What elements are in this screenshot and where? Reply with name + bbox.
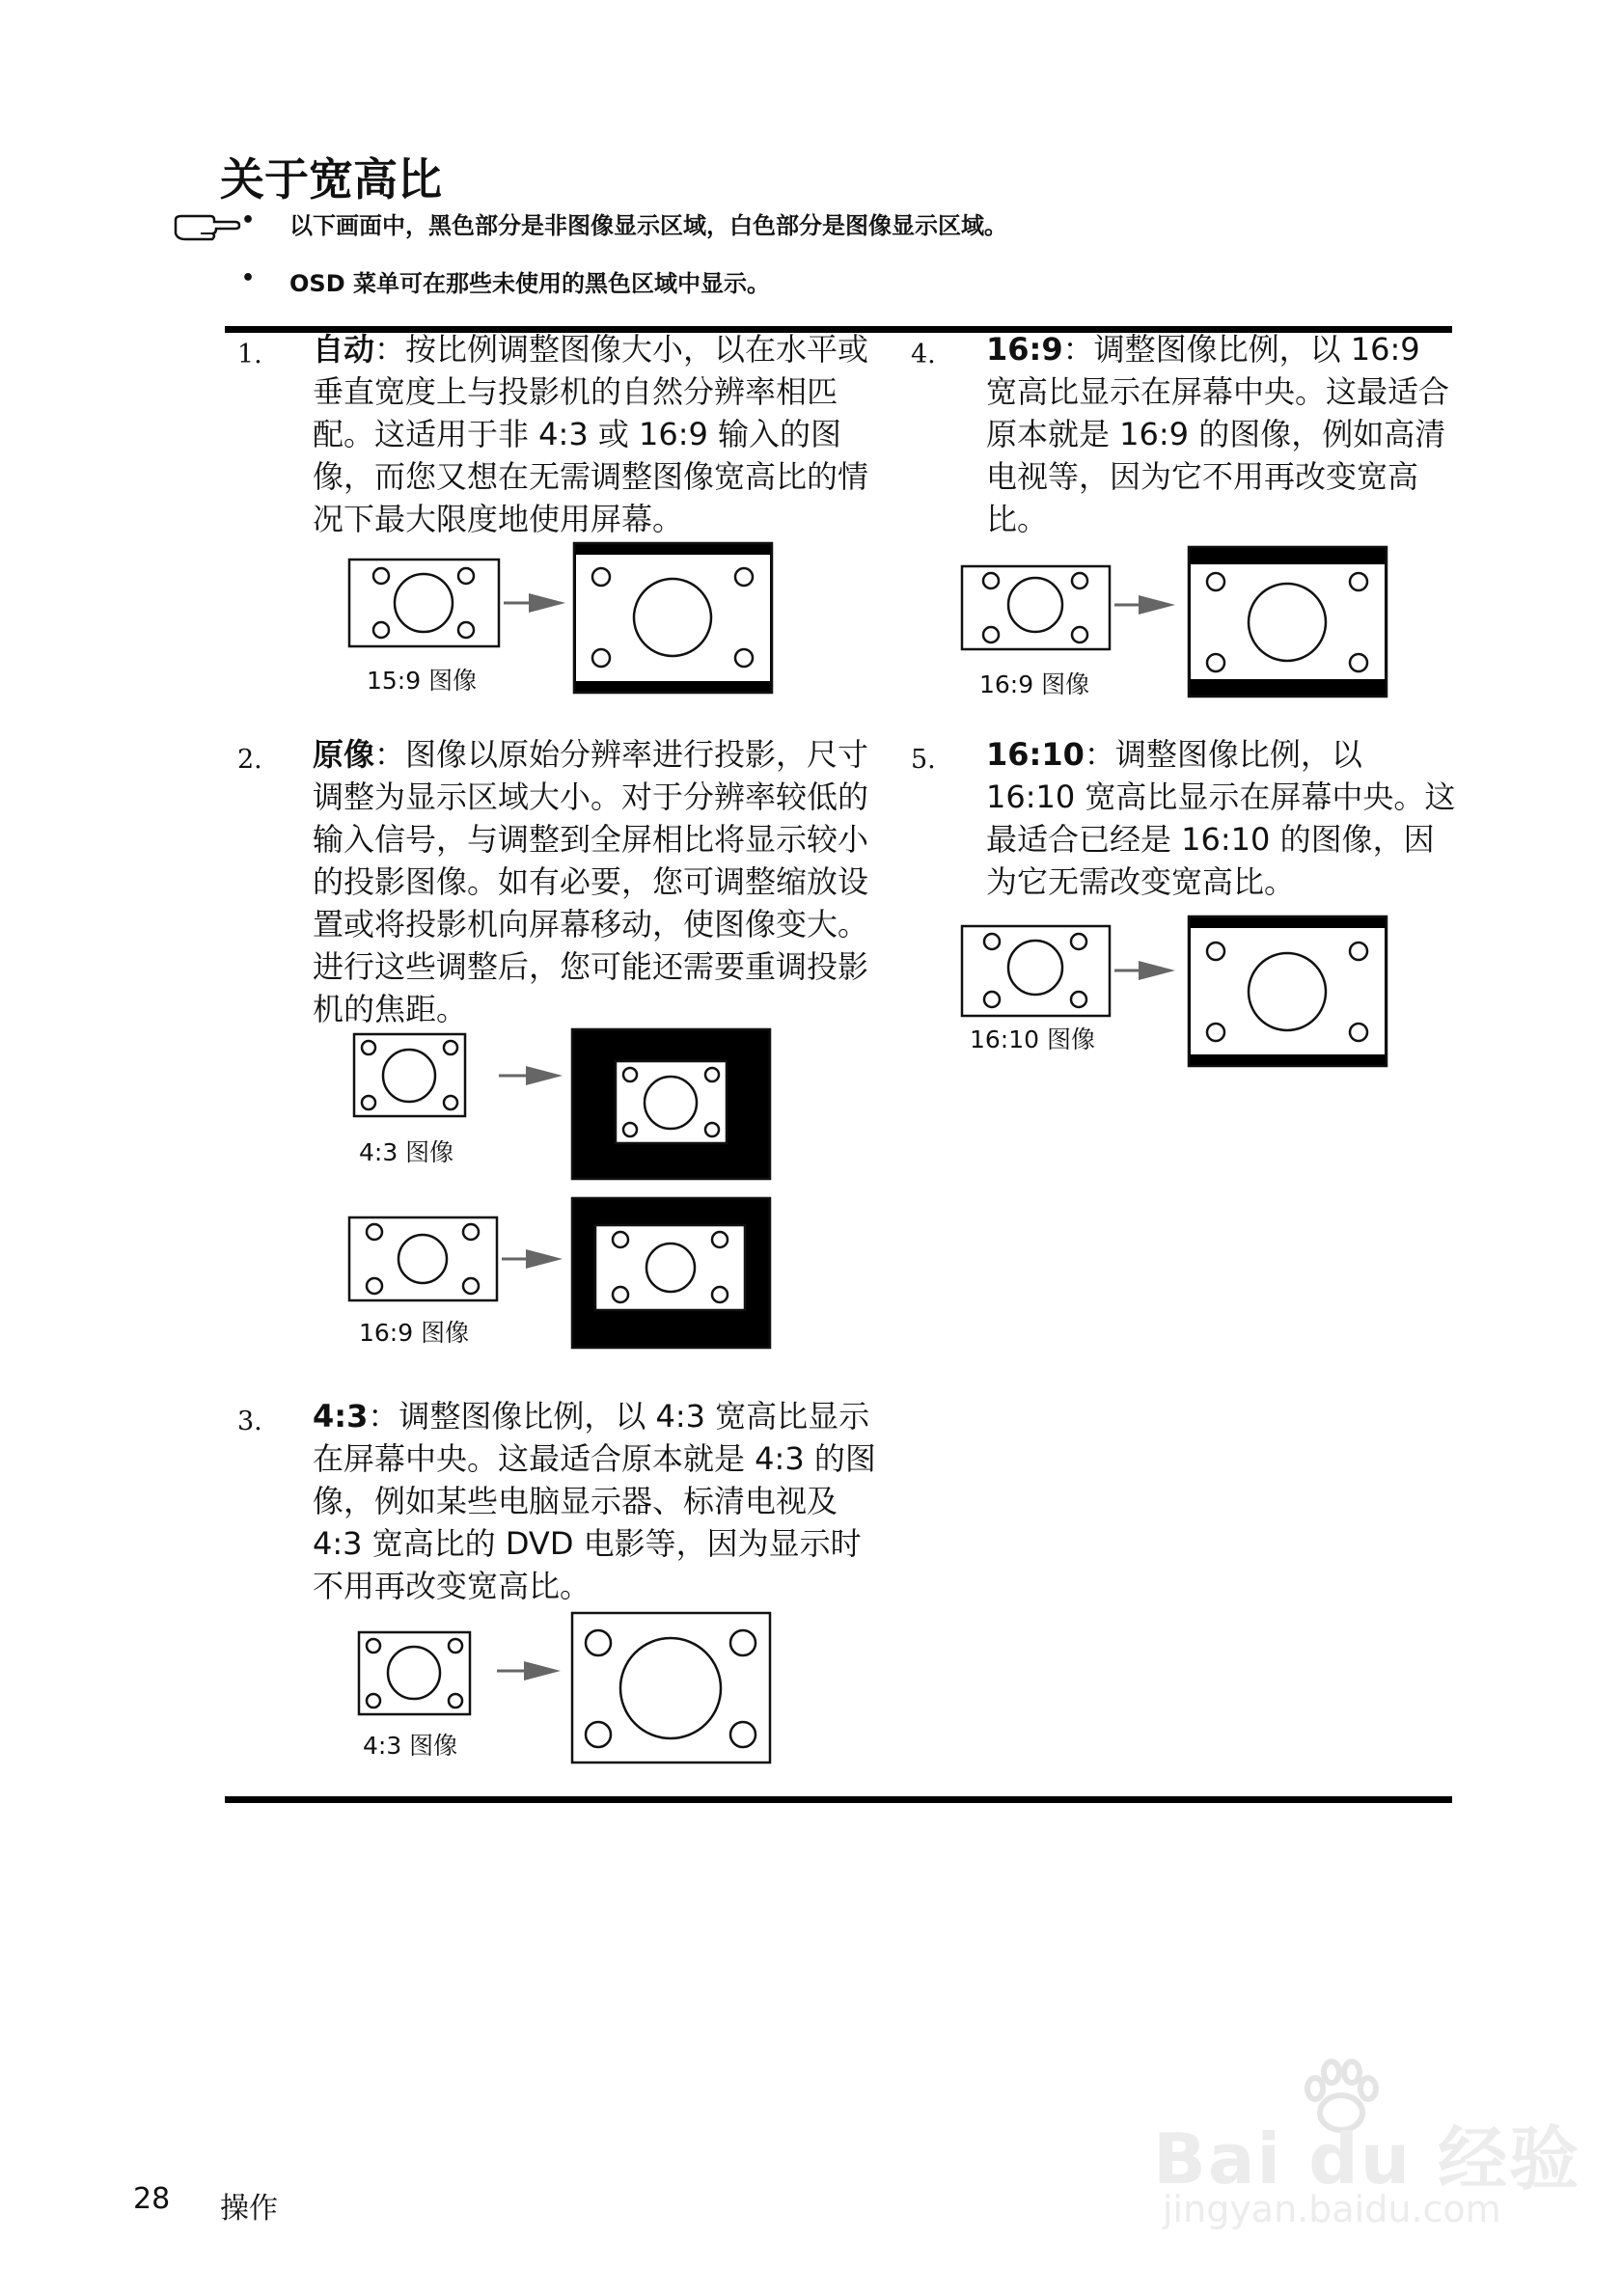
note-1: 以下画面中，黑色部分是非图像显示区域，白色部分是图像显示区域。 [289, 212, 1007, 239]
source-frame [349, 560, 499, 646]
arrow-icon [502, 1249, 563, 1269]
result-frame [572, 1029, 770, 1179]
diagram-caption: 16:10 图像 [970, 1025, 1095, 1053]
watermark-brand: Bai du 经验 [1153, 2118, 1581, 2200]
item-name: 16:10 [986, 736, 1085, 773]
arrow-icon [497, 1661, 561, 1681]
item-number: 4. [911, 340, 936, 369]
source-frame [359, 1632, 470, 1714]
source-frame [354, 1034, 465, 1116]
page-number: 28 [133, 2182, 171, 2216]
source-frame [349, 1217, 497, 1300]
item-number: 2. [237, 745, 262, 775]
result-frame [574, 543, 772, 693]
arrow-icon [1114, 961, 1175, 980]
item-16-10-text: 16:10：调整图像比例，以 16:10 宽高比显示在屏幕中央。这最适合已经是 16:10 的图像，因为它无需改变宽高比。 [986, 736, 1456, 900]
item-auto-text: 自动：按比例调整图像大小，以在水平或垂直宽度上与投影机的自然分辨率相匹配。这适用于非 4:3 或 16:9 输入的图像，而您又想在无需调整图像宽高比的情况下最大限度地使用屏幕。 [313, 331, 869, 537]
item-native-text: 原像：图像以原始分辨率进行投影，尺寸调整为显示区域大小。对于分辨率较低的输入信号，与调整到全屏相比将显示较小的投影图像。如有必要，您可调整缩放设置或将投影机向屏幕移动，使图像变大。进行这些调整后，您可能还需要重调投影机的焦距。 [313, 736, 869, 1027]
arrow-icon [499, 1066, 563, 1085]
diagram-caption: 15:9 图像 [367, 667, 478, 695]
section-label: 操作 [220, 2192, 278, 2226]
item-name: 原像 [313, 736, 375, 773]
source-frame [962, 566, 1110, 649]
result-frame [1189, 916, 1387, 1066]
item-name: 16:9 [986, 331, 1063, 368]
item-number: 5. [911, 745, 936, 775]
item-number: 3. [237, 1407, 262, 1436]
note-bullet: • [241, 208, 256, 232]
diagram-caption: 16:9 图像 [979, 670, 1090, 698]
arrow-icon [504, 593, 565, 613]
pointing-hand-icon [172, 210, 241, 245]
diagram-caption: 4:3 图像 [359, 1138, 454, 1166]
note-bullet: • [241, 266, 256, 290]
result-frame [1189, 547, 1387, 697]
source-frame [962, 926, 1110, 1016]
item-4-3-text: 4:3：调整图像比例，以 4:3 宽高比显示在屏幕中央。这最适合原本就是 4:3 的图像，例如某些电脑显示器、标清电视及 4:3 宽高比的 DVD 电影等，因为显示时不用再改变宽高比。 [313, 1398, 876, 1604]
note-2: OSD 菜单可在那些未使用的黑色区域中显示。 [289, 270, 770, 297]
item-name: 4:3 [313, 1398, 369, 1435]
result-frame [572, 1198, 770, 1348]
item-16-9-text: 16:9：调整图像比例，以 16:9 宽高比显示在屏幕中央。这最适合原本就是 16:9 的图像，例如高清电视等，因为它不用再改变宽高比。 [986, 331, 1450, 537]
watermark-url: jingyan.baidu.com [1163, 2188, 1501, 2230]
page-title: 关于宽高比 [220, 153, 442, 205]
item-number: 1. [237, 340, 262, 369]
arrow-icon [1114, 595, 1175, 615]
item-name: 自动 [313, 331, 375, 368]
diagram-caption: 16:9 图像 [359, 1319, 470, 1347]
diagram-caption: 4:3 图像 [363, 1732, 458, 1760]
bottom-rule [225, 1796, 1452, 1803]
result-frame [572, 1613, 770, 1763]
